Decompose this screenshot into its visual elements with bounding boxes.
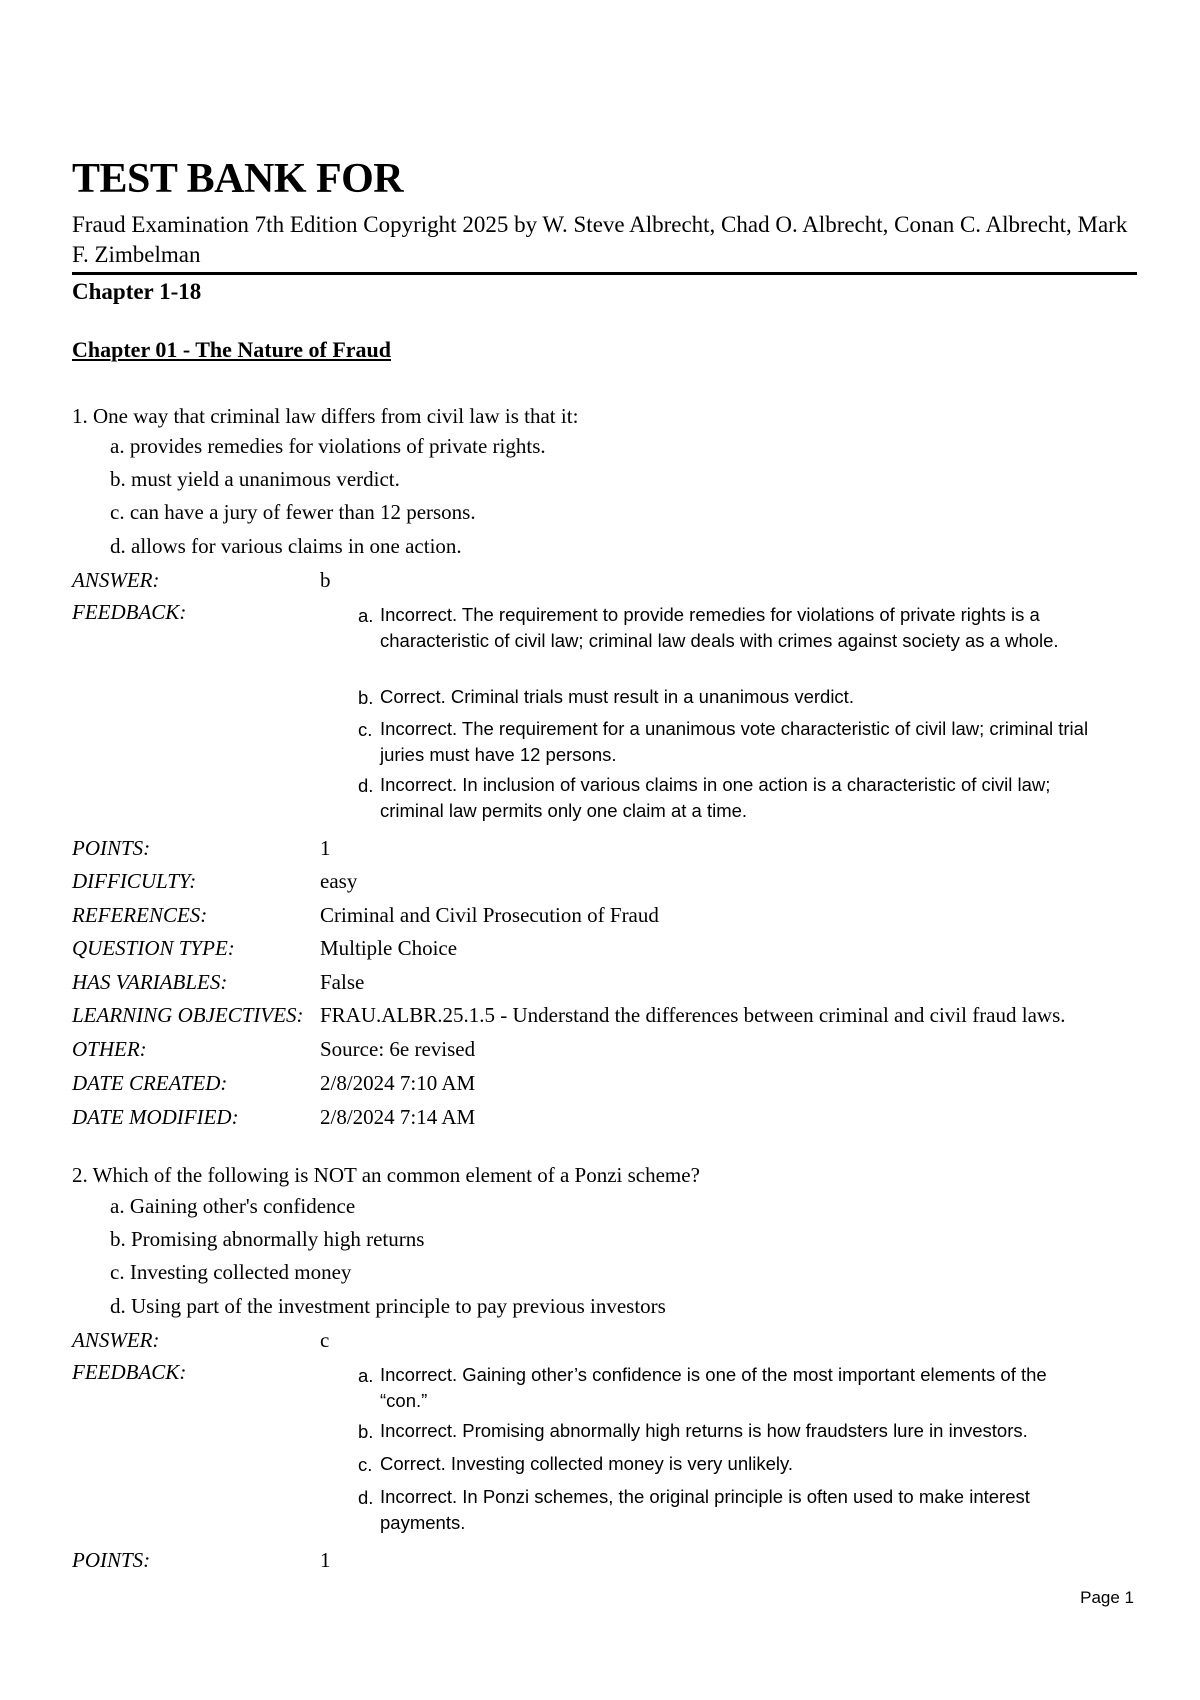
feedback-item: [358, 716, 1098, 768]
question-stem: 1. One way that criminal law differs from civil law is that it:: [72, 404, 579, 428]
feedback-text: Correct. Investing collected money is very unlikely.: [380, 1453, 793, 1474]
meta-label: DIFFICULTY:: [72, 869, 197, 893]
meta-label: REFERENCES:: [72, 903, 208, 927]
feedback-letter: d.: [358, 1487, 374, 1508]
meta-label: DATE CREATED:: [72, 1071, 228, 1095]
feedback-text: Incorrect. In Ponzi schemes, the original principle is often used to make interest payments.: [380, 1486, 1030, 1533]
feedback-text: Incorrect. In inclusion of various claims in one action is a characteristic of civil law; criminal law permits only one claim at a time.: [380, 774, 1051, 821]
feedback-item: [358, 602, 1098, 654]
answer-option: b. Promising abnormally high returns: [110, 1227, 425, 1251]
meta-label: HAS VARIABLES:: [72, 970, 228, 994]
feedback-letter: a.: [358, 605, 374, 626]
feedback-letter: c.: [358, 1454, 373, 1475]
meta-value: Source: 6e revised: [320, 1037, 476, 1061]
feedback-text: Correct. Criminal trials must result in a unanimous verdict.: [380, 686, 854, 707]
feedback-text: Incorrect. The requirement to provide remedies for violations of private rights is a characteristic of civil law; criminal law deals with crimes against society as a whole.: [380, 604, 1059, 651]
meta-value: False: [320, 970, 365, 994]
page-number: Page 1: [1080, 1588, 1134, 1607]
answer-option: a. Gaining other's confidence: [110, 1194, 356, 1218]
feedback-letter: b.: [358, 1421, 374, 1442]
question-stem: 2. Which of the following is NOT an common element of a Ponzi scheme?: [72, 1163, 700, 1187]
feedback-letter: c.: [358, 719, 373, 740]
answer-label: ANSWER:: [72, 1328, 160, 1352]
feedback-item: [358, 1418, 1098, 1444]
answer-label: ANSWER:: [72, 568, 160, 592]
feedback-item: [358, 684, 1098, 710]
meta-label: OTHER:: [72, 1037, 147, 1061]
meta-value: Criminal and Civil Prosecution of Fraud: [320, 903, 659, 927]
feedback-text: Incorrect. Gaining other’s confidence is one of the most important elements of the “con.”: [380, 1364, 1047, 1411]
feedback-label: FEEDBACK:: [72, 1360, 187, 1384]
feedback-item: [358, 1362, 1098, 1414]
answer-option: a. provides remedies for violations of private rights.: [110, 434, 546, 458]
meta-label: QUESTION TYPE:: [72, 936, 235, 960]
meta-value: Multiple Choice: [320, 936, 458, 960]
feedback-text: Incorrect. Promising abnormally high returns is how fraudsters lure in investors.: [380, 1420, 1028, 1441]
feedback-letter: a.: [358, 1365, 374, 1386]
meta-label: DATE MODIFIED:: [72, 1105, 239, 1129]
feedback-letter: b.: [358, 687, 374, 708]
feedback-item: [358, 1484, 1098, 1536]
chapter-heading: Chapter 01 - The Nature of Fraud: [72, 337, 391, 362]
feedback-letter: d.: [358, 775, 374, 796]
meta-value: 1: [320, 836, 331, 860]
title-divider: [72, 272, 1137, 275]
meta-value: 2/8/2024 7:10 AM: [320, 1071, 476, 1095]
answer-value: b: [320, 568, 331, 592]
answer-option: d. allows for various claims in one action.: [110, 534, 462, 558]
feedback-label: FEEDBACK:: [72, 600, 187, 624]
book-citation: Fraud Examination 7th Edition Copyright 2025 by W. Steve Albrecht, Chad O. Albrecht, Conan C. Albrecht, Mark F. Zimbelman: [72, 212, 1128, 267]
answer-option: b. must yield a unanimous verdict.: [110, 467, 400, 491]
meta-label: LEARNING OBJECTIVES:: [72, 1003, 304, 1027]
feedback-item: [358, 772, 1098, 824]
answer-option: c. Investing collected money: [110, 1260, 352, 1284]
meta-label: POINTS:: [72, 1548, 151, 1572]
meta-value: 1: [320, 1548, 331, 1572]
meta-label: POINTS:: [72, 836, 151, 860]
chapter-range: Chapter 1-18: [72, 279, 202, 304]
feedback-text: Incorrect. The requirement for a unanimous vote characteristic of civil law; criminal trial juries must have 12 persons.: [380, 718, 1089, 765]
meta-value: 2/8/2024 7:14 AM: [320, 1105, 476, 1129]
document-title: TEST BANK FOR: [72, 156, 404, 202]
answer-value: c: [320, 1328, 330, 1352]
meta-value: easy: [320, 869, 358, 893]
feedback-item: [358, 1451, 1098, 1477]
answer-option: c. can have a jury of fewer than 12 persons.: [110, 500, 476, 524]
answer-option: d. Using part of the investment principle to pay previous investors: [110, 1294, 666, 1318]
meta-value: FRAU.ALBR.25.1.5 - Understand the differences between criminal and civil fraud laws.: [320, 1003, 1066, 1027]
